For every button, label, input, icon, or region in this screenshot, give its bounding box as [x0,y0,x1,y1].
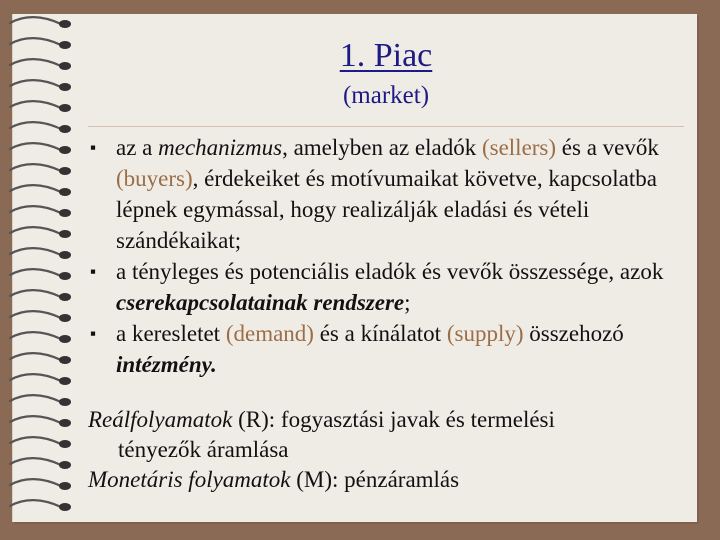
term-demand: (demand) [225,321,314,346]
monetary-flow-text: (M): pénzáramlás [290,467,460,492]
bullet-item-institution [88,318,698,380]
bullet-item-mechanism [88,132,698,256]
bullet-text-part: , érdekeiket és motívumaikat követve, kapcsolatba lépnek egymással, hogy realizálják eladási és vételi szándékaikat; [116,166,657,253]
bullet-text-part: és a kínálatot [313,321,447,346]
bullet-text-part: az a [116,135,159,160]
bullet-item-participants [88,256,698,318]
spiral-binding-rings-icon [10,17,61,507]
real-flow-text-line-2: tényezők áramlása [118,437,289,462]
square-bullet-icon: ▪ [90,324,97,343]
term-supply: (supply) [446,321,524,346]
bullet-text-part: , amelyben az eladók [282,135,482,160]
square-bullet-icon: ▪ [90,262,97,281]
real-flow-label: Reálfolyamatok [88,407,233,432]
term-sellers: (sellers) [481,135,557,160]
term-mechanizmus: mechanizmus [158,135,283,160]
term-buyers: (buyers) [116,166,193,191]
spiral-binding [0,0,82,540]
real-flow-definition [88,405,698,465]
flow-definitions [88,405,698,495]
bullet-text-part: a tényleges és potenciális eladók és vevők összessége, azok [116,259,664,284]
term-intezmeny: intézmény. [116,352,217,377]
page-title: 1. Piac [339,37,433,74]
square-bullet-icon: ▪ [90,138,97,157]
term-cserekapcsolatainak-rendszere: cserekapcsolatainak rendszere [116,290,405,315]
real-flow-text-line-1: (R): fogyasztási javak és termelési [232,407,555,432]
bullet-text-part: összehozó [523,321,624,346]
bullet-text-part: ; [404,290,411,315]
bullet-list [88,132,698,380]
monetary-flow-label: Monetáris folyamatok [88,467,291,492]
bullet-text-part: a keresletet [116,321,226,346]
title-divider [88,126,684,127]
monetary-flow-definition [88,465,698,495]
bullet-text-part: és a vevők [556,135,659,160]
page-subtitle: (market) [342,82,430,109]
